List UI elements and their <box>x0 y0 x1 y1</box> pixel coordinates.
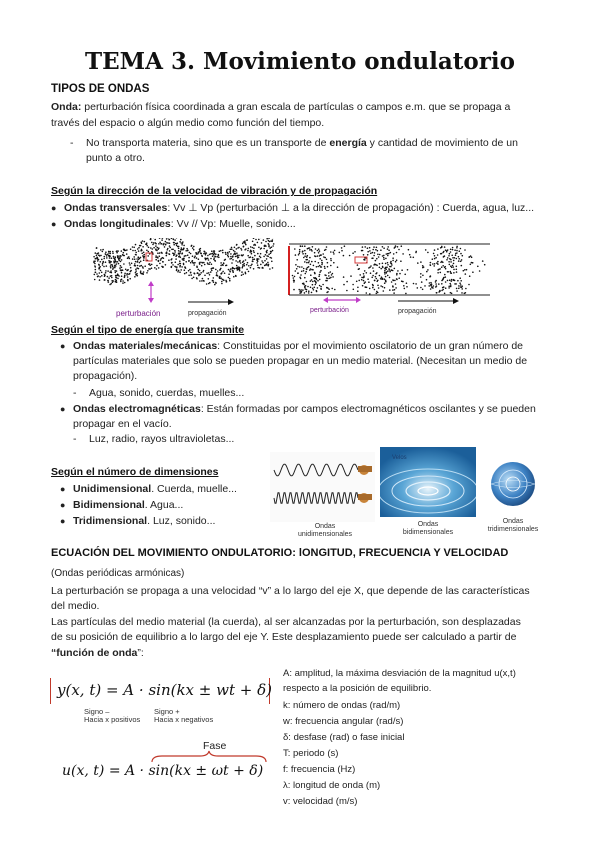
legend-k: k: número de ondas (rad/m) <box>283 700 401 711</box>
subheading-direccion: Según la dirección de la velocidad de vibración y de propagación <box>51 185 378 197</box>
electromagneticas-line2: propagar en el vacío. <box>73 418 172 430</box>
onda-definition-line2: través del espacio o algún medio como función del tiempo. <box>51 117 325 129</box>
equation-wave-function: y(x, t) = A · sin(kx ± wt + δ) <box>57 681 272 699</box>
particle-field-left <box>93 238 274 285</box>
materiales-examples: - Agua, sonido, cuerdas, muelles... <box>73 387 245 399</box>
particle-marker-left <box>146 253 152 261</box>
caption-tridimensional: Ondas tridimensionales <box>487 518 539 533</box>
legend-w: w: frecuencia angular (rad/s) <box>283 716 404 727</box>
bullet-unidimensional: ● Unidimensional. Cuerda, muelle... <box>60 483 237 495</box>
label-propagacion-left: propagación <box>188 310 227 317</box>
legend-v: v: velocidad (m/s) <box>283 796 358 807</box>
dash-item-energia-line2: punto a otro. <box>86 152 145 164</box>
label-perturbacion-right: perturbación <box>310 307 349 314</box>
bullet-electromagneticas: ● Ondas electromagnéticas: Están formadas por campos electromagnéticos oscilantes y se pueden <box>60 403 536 415</box>
label-propagacion-right: propagación <box>398 308 437 315</box>
onda-term: Onda: <box>51 101 82 113</box>
particle-field-right <box>292 245 486 295</box>
bullet-materiales: ● Ondas materiales/mecánicas: Constituidas por el movimiento oscilatorio de un gran número de <box>60 340 523 352</box>
fase-brace <box>150 750 268 764</box>
ecuacion-p1-line1: La perturbación se propaga a una velocidad “v” a lo largo del eje X, que depende de las características <box>51 585 530 597</box>
subheading-dimensiones: Según el número de dimensiones <box>51 466 219 478</box>
bullet-tridimensional: ● Tridimensional. Luz, sonido... <box>60 515 216 527</box>
ecuacion-p2-line3: “función de onda”: <box>51 647 144 659</box>
ecuacion-p2-line1: Las partículas del medio material (la cuerda), al ser alcanzadas por la perturbación, son desplazadas <box>51 616 521 628</box>
legend-f: f: frecuencia (Hz) <box>283 764 356 775</box>
tridimensional-wave-image <box>488 457 538 511</box>
bullet-bidimensional: ● Bidimensional. Agua... <box>60 499 184 511</box>
sign-plus-note: Signo + Hacia x negativos <box>154 707 214 724</box>
ecuacion-subtitle: (Ondas periódicas armónicas) <box>51 568 185 579</box>
caption-bidimensional: Ondas bidimensionales <box>402 521 454 536</box>
unidimensional-wave-image <box>270 452 375 522</box>
page-title: TEMA 3. Movimiento ondulatorio <box>85 48 515 75</box>
equation-wave-u: u(x, t) = A · sin(kx ± ωt + δ) <box>62 763 264 779</box>
legend-T: T: periodo (s) <box>283 748 339 759</box>
label-perturbacion-left: perturbación <box>116 309 161 318</box>
legend-amplitude: A: amplitud, la máxima desviación de la magnitud u(x,t) <box>283 668 516 679</box>
fase-label: Fase <box>203 740 227 752</box>
legend-amplitude-line2: respecto a la posición de equilibrio. <box>283 683 432 694</box>
legend-lambda: λ: longitud de onda (m) <box>283 780 381 791</box>
bullet-transversales: ● Ondas transversales: Vv ⊥ Vp (perturbación ⊥ a la dirección de propagación) : Cuerda, agua, luz... <box>51 202 535 214</box>
bidimensional-wave-image <box>380 447 476 517</box>
ecuacion-p2-line2: de su posición de equilibrio a lo largo del eje Y. Este desplazamiento puede ser calculado a partir de <box>51 631 517 643</box>
longitudinal-wave-figure <box>88 238 500 318</box>
dash-item-energia: - No transporta materia, sino que es un transporte de energía y cantidad de movimiento de un <box>70 137 518 149</box>
caption-unidimensional: Ondas unidimensionales <box>297 523 353 538</box>
section-heading-ecuacion: ECUACIÓN DEL MOVIMIENTO ONDULATORIO: lONGITUD, FRECUENCIA Y VELOCIDAD <box>51 547 509 559</box>
onda-definition: Onda: perturbación física coordinada a gran escala de partículas o campos e.m. que se propaga a <box>51 101 511 113</box>
image-label-velos: Velos <box>392 455 407 461</box>
section-heading-tipos: TIPOS DE ONDAS <box>51 83 150 95</box>
subheading-energia: Según el tipo de energía que transmite <box>51 324 245 336</box>
sign-minus-note: Signo – Hacia x positivos <box>84 707 141 724</box>
bullet-longitudinales: ● Ondas longitudinales: Vv // Vp: Muelle, sonido... <box>51 218 296 230</box>
legend-delta: δ: desfase (rad) o fase inicial <box>283 732 405 743</box>
materiales-line2: partículas materiales que solo se pueden propagar en un medio material. (Necesitan un medio de <box>73 355 528 367</box>
ecuacion-p1-line2: del medio. <box>51 600 100 612</box>
materiales-line3: propagación). <box>73 370 138 382</box>
electromagneticas-examples: - Luz, radio, rayos ultravioletas... <box>73 433 235 445</box>
